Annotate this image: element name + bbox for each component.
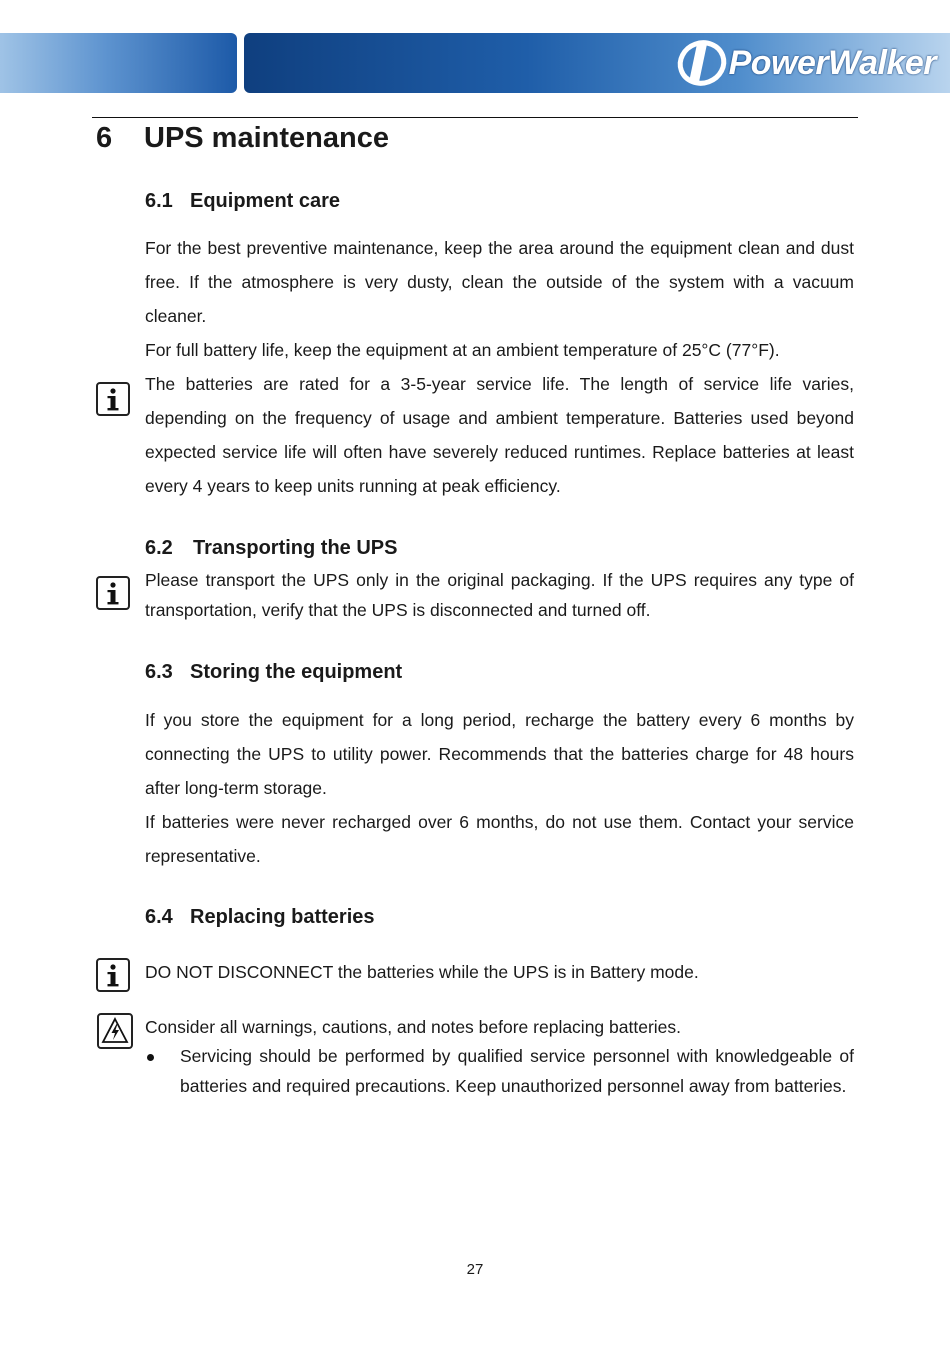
section-number: 6.3 — [145, 661, 173, 683]
power-logo-icon — [675, 38, 729, 88]
brand-wordmark: PowerWalker — [728, 43, 936, 82]
section-title: Replacing batteries — [190, 906, 375, 928]
chapter-title-text: UPS maintenance — [144, 122, 389, 154]
paragraph-storing-recharge: If you store the equipment for a long period, recharge the battery every 6 months by connecting the UPS to utility power. Recommends that the batteries charge for 48 hours after long-term storage. — [145, 710, 854, 798]
section-title: Equipment care — [190, 190, 341, 212]
paragraph-equipment-care-temperature: For full battery life, keep the equipment at an ambient temperature of 25°C (77°F). — [145, 340, 780, 360]
paragraph-storing-contact: If batteries were never recharged over 6 months, do not use them. Contact your service representative. — [145, 812, 854, 866]
section-heading-transporting — [145, 534, 397, 562]
paragraph-equipment-care-cleaning: For the best preventive maintenance, keep the area around the equipment clean and dust free. If the atmosphere is very dusty, clean the outside of the system with a vacuum cleaner. — [145, 238, 854, 326]
section-title: Transporting the UPS — [193, 537, 398, 559]
banner-left-segment — [0, 33, 237, 93]
header-banner — [0, 33, 950, 93]
section-number: 6.1 — [145, 190, 173, 212]
paragraph-transporting: Please transport the UPS only in the original packaging. If the UPS requires any type of transportation, verify that the UPS is disconnected and turned off. — [145, 570, 854, 620]
section-number: 6.4 — [145, 906, 173, 928]
paragraph-consider-warnings: Consider all warnings, cautions, and notes before replacing batteries. — [145, 1017, 682, 1037]
info-icon — [96, 958, 130, 992]
section-heading-equipment-care — [145, 187, 340, 215]
info-icon — [96, 576, 130, 610]
chapter-title — [96, 118, 389, 158]
chapter-number: 6 — [96, 122, 113, 154]
brand-logo — [675, 37, 936, 89]
section-title: Storing the equipment — [190, 661, 403, 683]
section-heading-replacing — [145, 903, 375, 931]
list-item: Servicing should be performed by qualified service personnel with knowledgeable of batteries and required precautions. Keep unauthorized personnel away from batteries. — [145, 1042, 854, 1101]
section-number: 6.2 — [145, 537, 173, 559]
paragraph-equipment-care-battery-life: The batteries are rated for a 3-5-year service life. The length of service life varies, depending on the frequency of usage and ambient temperature. Batteries used beyond expected service life will often have severely reduced runtimes. Replace batteries at least every 4 years to keep units running at peak efficiency. — [145, 374, 854, 496]
section-heading-storing — [145, 658, 402, 686]
paragraph-do-not-disconnect: DO NOT DISCONNECT the batteries while the UPS is in Battery mode. — [145, 962, 699, 982]
page-number: 27 — [466, 1261, 484, 1278]
electrical-warning-icon — [97, 1013, 133, 1049]
info-icon — [96, 382, 130, 416]
replacing-bullet-list — [145, 1042, 854, 1101]
